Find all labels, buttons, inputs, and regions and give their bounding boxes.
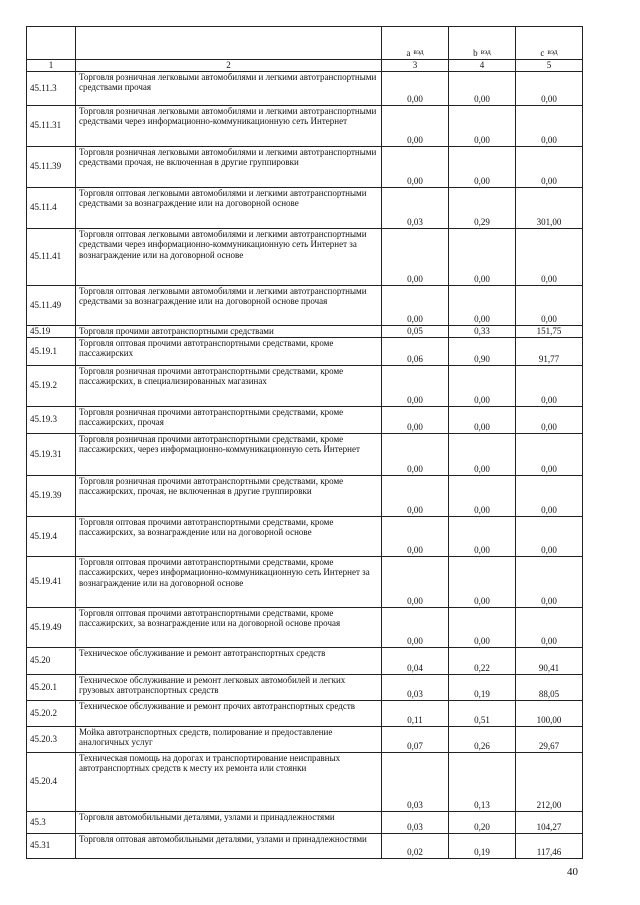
row-name: Техническое обслуживание и ремонт легковых автомобилей и легких грузовых автотранспортных средств — [76, 674, 382, 700]
table-row — [27, 607, 583, 647]
value-a: 0,00 — [382, 146, 449, 187]
value-a: 0,00 — [382, 475, 449, 516]
value-c: 0,00 — [516, 406, 583, 433]
row-name: Торговля оптовая легковыми автомобилями и легкими автотранспортными средствами за вознаграждение или на договорной основе прочая — [76, 285, 382, 325]
row-code: 45.19.49 — [27, 607, 76, 647]
table-row — [27, 365, 583, 406]
row-name: Торговля оптовая прочими автотранспортными средствами, кроме пассажирских, за вознаграждение или на договорной основе — [76, 516, 382, 556]
value-b: 0,19 — [449, 674, 516, 700]
value-a: 0,07 — [382, 726, 449, 752]
value-b: 0,20 — [449, 811, 516, 833]
row-name: Торговля автомобильными деталями, узлами и принадлежностями — [76, 811, 382, 833]
value-b: 0,29 — [449, 187, 516, 228]
row-code: 45.11.31 — [27, 105, 76, 146]
value-b: 0,00 — [449, 71, 516, 105]
row-code: 45.20 — [27, 647, 76, 674]
table-row — [27, 105, 583, 146]
value-c: 117,46 — [516, 833, 583, 858]
row-name: Торговля прочими автотранспортными средствами — [76, 325, 382, 337]
row-name: Техническое обслуживание и ремонт прочих автотранспортных средств — [76, 700, 382, 726]
value-a: 0,03 — [382, 752, 449, 811]
row-code: 45.20.4 — [27, 752, 76, 811]
table-row — [27, 516, 583, 556]
row-name: Торговля розничная легковыми автомобилями и легкими автотранспортными средствами через информационно-коммуникационную сеть Интернет — [76, 105, 382, 146]
row-name: Торговля розничная легковыми автомобилями и легкими автотранспортными средствами прочая, не включенная в другие группировки — [76, 146, 382, 187]
row-code: 45.19.41 — [27, 556, 76, 607]
value-c: 0,00 — [516, 475, 583, 516]
value-b: 0,00 — [449, 105, 516, 146]
row-code: 45.19.31 — [27, 433, 76, 475]
value-c: 100,00 — [516, 700, 583, 726]
row-name: Торговля розничная прочими автотранспортными средствами, кроме пассажирских, прочая — [76, 406, 382, 433]
value-c: 0,00 — [516, 228, 583, 285]
row-code: 45.19.39 — [27, 475, 76, 516]
table-row — [27, 325, 583, 337]
value-b: 0,51 — [449, 700, 516, 726]
value-b: 0,00 — [449, 146, 516, 187]
column-number: 1 — [27, 60, 76, 72]
value-a: 0,02 — [382, 833, 449, 858]
column-number: 4 — [449, 60, 516, 72]
column-number: 2 — [76, 60, 382, 72]
row-code: 45.11.41 — [27, 228, 76, 285]
value-b: 0,00 — [449, 475, 516, 516]
row-code: 45.11.39 — [27, 146, 76, 187]
value-a: 0,00 — [382, 365, 449, 406]
value-b: 0,00 — [449, 556, 516, 607]
row-code: 45.11.49 — [27, 285, 76, 325]
value-c: 104,27 — [516, 811, 583, 833]
value-b: 0,22 — [449, 647, 516, 674]
value-c: 0,00 — [516, 556, 583, 607]
value-c: 0,00 — [516, 105, 583, 146]
value-b: 0,00 — [449, 433, 516, 475]
table-row — [27, 556, 583, 607]
table-row — [27, 833, 583, 858]
header-name — [76, 27, 382, 60]
row-name: Торговля розничная прочими автотранспортными средствами, кроме пассажирских, прочая, не включенная в другие группировки — [76, 475, 382, 516]
value-a: 0,03 — [382, 187, 449, 228]
row-name: Техническое обслуживание и ремонт автотранспортных средств — [76, 647, 382, 674]
value-c: 91,77 — [516, 337, 583, 365]
table-row — [27, 337, 583, 365]
row-name: Мойка автотранспортных средств, полирование и предоставление аналогичных услуг — [76, 726, 382, 752]
table-row — [27, 433, 583, 475]
header-a: a $_{вэд}$ — [382, 27, 449, 60]
value-c: 0,00 — [516, 365, 583, 406]
value-c: 29,67 — [516, 726, 583, 752]
value-a: 0,06 — [382, 337, 449, 365]
value-a: 0,00 — [382, 556, 449, 607]
row-name: Торговля оптовая прочими автотранспортными средствами, кроме пассажирских — [76, 337, 382, 365]
value-b: 0,13 — [449, 752, 516, 811]
value-c: 0,00 — [516, 516, 583, 556]
value-b: 0,00 — [449, 516, 516, 556]
table-row — [27, 406, 583, 433]
row-name: Торговля оптовая легковыми автомобилями и легкими автотранспортными средствами через информационно-коммуникационную сеть Интернет за вознаграждение или на договорной основе — [76, 228, 382, 285]
header-b: b $_{вэд}$ — [449, 27, 516, 60]
value-a: 0,00 — [382, 285, 449, 325]
row-name: Техническая помощь на дорогах и транспортирование неисправных автотранспортных средств к месту их ремонта или стоянки — [76, 752, 382, 811]
value-a: 0,00 — [382, 516, 449, 556]
value-c: 212,00 — [516, 752, 583, 811]
value-b: 0,00 — [449, 607, 516, 647]
value-c: 88,05 — [516, 674, 583, 700]
value-a: 0,03 — [382, 811, 449, 833]
value-b: 0,33 — [449, 325, 516, 337]
value-a: 0,00 — [382, 607, 449, 647]
table-body — [27, 71, 583, 858]
value-b: 0,00 — [449, 406, 516, 433]
row-name: Торговля оптовая прочими автотранспортными средствами, кроме пассажирских, за вознаграждение или на договорной основе прочая — [76, 607, 382, 647]
table-row — [27, 475, 583, 516]
column-number: 5 — [516, 60, 583, 72]
row-code: 45.19 — [27, 325, 76, 337]
value-a: 0,05 — [382, 325, 449, 337]
row-code: 45.11.4 — [27, 187, 76, 228]
row-name: Торговля розничная легковыми автомобилями и легкими автотранспортными средствами прочая — [76, 71, 382, 105]
value-a: 0,11 — [382, 700, 449, 726]
row-name: Торговля оптовая автомобильными деталями, узлами и принадлежностями — [76, 833, 382, 858]
column-number-row — [27, 60, 583, 72]
row-code: 45.19.3 — [27, 406, 76, 433]
row-code: 45.20.2 — [27, 700, 76, 726]
header-code — [27, 27, 76, 60]
table-row — [27, 71, 583, 105]
row-name: Торговля оптовая легковыми автомобилями и легкими автотранспортными средствами за вознаграждение или на договорной основе — [76, 187, 382, 228]
table-row — [27, 647, 583, 674]
table-row — [27, 752, 583, 811]
table-row — [27, 146, 583, 187]
data-table — [26, 26, 583, 859]
value-a: 0,00 — [382, 433, 449, 475]
row-name: Торговля оптовая прочими автотранспортными средствами, кроме пассажирских, через информационно-коммуникационную сеть Интернет за вознаграждение или на договорной основе — [76, 556, 382, 607]
row-code: 45.19.2 — [27, 365, 76, 406]
column-number: 3 — [382, 60, 449, 72]
table-row — [27, 187, 583, 228]
row-code: 45.20.1 — [27, 674, 76, 700]
value-a: 0,03 — [382, 674, 449, 700]
value-c: 90,41 — [516, 647, 583, 674]
value-c: 0,00 — [516, 146, 583, 187]
table-row — [27, 726, 583, 752]
row-code: 45.3 — [27, 811, 76, 833]
header-row — [27, 27, 583, 60]
value-a: 0,00 — [382, 71, 449, 105]
row-code: 45.19.4 — [27, 516, 76, 556]
value-a: 0,04 — [382, 647, 449, 674]
value-a: 0,00 — [382, 105, 449, 146]
row-name: Торговля розничная прочими автотранспортными средствами, кроме пассажирских, в специализированных магазинах — [76, 365, 382, 406]
value-c: 0,00 — [516, 285, 583, 325]
row-code: 45.20.3 — [27, 726, 76, 752]
value-b: 0,00 — [449, 285, 516, 325]
table-row — [27, 285, 583, 325]
value-b: 0,19 — [449, 833, 516, 858]
value-b: 0,00 — [449, 365, 516, 406]
value-a: 0,00 — [382, 406, 449, 433]
row-code: 45.19.1 — [27, 337, 76, 365]
row-code: 45.11.3 — [27, 71, 76, 105]
table-row — [27, 700, 583, 726]
page-number: 40 — [567, 866, 578, 878]
table-row — [27, 228, 583, 285]
value-c: 0,00 — [516, 71, 583, 105]
row-name: Торговля розничная прочими автотранспортными средствами, кроме пассажирских, через информационно-коммуникационную сеть Интернет — [76, 433, 382, 475]
table-row — [27, 811, 583, 833]
row-code: 45.31 — [27, 833, 76, 858]
value-c: 0,00 — [516, 433, 583, 475]
table-row — [27, 674, 583, 700]
value-c: 301,00 — [516, 187, 583, 228]
header-c: c $_{вэд}$ — [516, 27, 583, 60]
value-c: 151,75 — [516, 325, 583, 337]
value-b: 0,90 — [449, 337, 516, 365]
value-b: 0,26 — [449, 726, 516, 752]
value-b: 0,00 — [449, 228, 516, 285]
value-a: 0,00 — [382, 228, 449, 285]
value-c: 0,00 — [516, 607, 583, 647]
